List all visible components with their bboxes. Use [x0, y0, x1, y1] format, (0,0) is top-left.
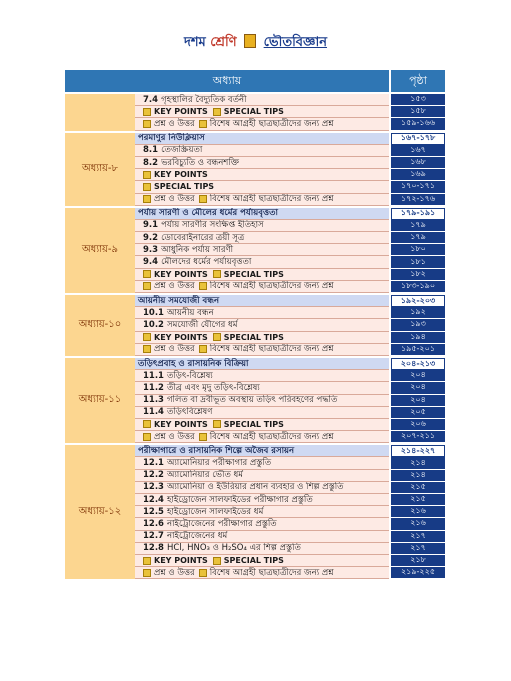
topic-number: 8.1 — [143, 145, 159, 156]
special-tips-label: SPECIAL TIPS — [154, 182, 215, 192]
topic-row — [135, 419, 389, 431]
chapter-page-range: ২১৪-২২৭ — [391, 445, 445, 457]
topic-number: 12.3 — [143, 482, 164, 493]
topic-text: সমযোজী যৌগের ধর্ম — [166, 319, 238, 330]
chapter-block — [65, 293, 445, 356]
chapter-page-range: ১৬৭-১৭৮ — [391, 133, 445, 145]
topic-text: ভরবিচ্যুতি ও বন্ধনশক্তি — [161, 157, 240, 168]
page-number: ২১৭ — [391, 543, 445, 555]
qa-label: প্রশ্ন ও উত্তর — [154, 431, 195, 442]
topic-text: HCl, HNO₃ ও H₂SO₄ এর শিল্প প্রস্তুতি — [166, 543, 301, 554]
page-number: ১৯৩ — [391, 319, 445, 331]
topic-number: 10.2 — [143, 319, 164, 330]
topic-number: 9.4 — [143, 257, 159, 268]
topic-text: হাইড্রোজেন সালফাইডের পরীক্ষাগার প্রস্তুতি — [166, 494, 313, 505]
topic-row — [135, 319, 389, 331]
topic-row — [135, 344, 389, 356]
topic-row — [135, 531, 389, 543]
chapter-label: অধ্যায়-১০ — [65, 295, 135, 356]
bullet-square-icon — [143, 345, 151, 353]
topic-number: 8.2 — [143, 157, 159, 168]
topic-row — [135, 395, 389, 407]
bullet-square-icon — [199, 282, 207, 290]
page-number: ২১৪ — [391, 457, 445, 469]
chapter-pages — [391, 445, 445, 579]
chapter-title-text: আয়নীয় সমযোজী বন্ধন — [138, 295, 220, 306]
topic-text: আধুনিক পর্যায় সারণী — [161, 244, 234, 255]
topic-number: 9.2 — [143, 232, 159, 243]
special-questions-label: বিশেষ আগ্রহী ছাত্রছাত্রীদের জন্য প্রশ্ন — [209, 344, 334, 355]
brand-class: দশম — [183, 35, 206, 50]
page-number: ১৭০-১৭১ — [391, 181, 445, 193]
bullet-square-icon — [143, 433, 151, 441]
special-tips-label: SPECIAL TIPS — [223, 332, 284, 342]
qa-label: প্রশ্ন ও উত্তর — [154, 567, 195, 578]
chapter-topics — [135, 133, 389, 206]
topic-number: 10.1 — [143, 307, 164, 318]
publisher-brand — [0, 33, 511, 54]
bullet-square-icon — [143, 282, 151, 290]
topic-number: 12.4 — [143, 494, 164, 505]
chapter-column-header: অধ্যায় — [65, 70, 389, 92]
topic-text: তড়িৎবিশ্লেষণ — [166, 407, 213, 418]
topic-text: নাইট্রোজেনের পরীক্ষাগার প্রস্তুতি — [166, 518, 277, 529]
special-tips-label: SPECIAL TIPS — [223, 419, 284, 429]
special-tips-label: SPECIAL TIPS — [223, 556, 284, 566]
table-of-contents — [65, 70, 445, 579]
topic-row — [135, 169, 389, 181]
topic-row — [135, 457, 389, 469]
chapter-topics — [135, 445, 389, 579]
page-number: ১৬৭ — [391, 145, 445, 157]
topic-number: 12.7 — [143, 531, 164, 542]
topic-row — [135, 307, 389, 319]
page-number: ১৬৯ — [391, 169, 445, 181]
topic-text: মৌলদের ধর্মের পর্যায়বৃত্ততা — [161, 257, 252, 268]
topic-row — [135, 269, 389, 281]
topic-row — [135, 506, 389, 518]
topic-number: 11.4 — [143, 407, 164, 418]
chapter-page-range: ১৭৯-১৯১ — [391, 208, 445, 220]
special-tips-label: SPECIAL TIPS — [223, 269, 284, 279]
bullet-square-icon — [199, 433, 207, 441]
page-number: ১৭৯ — [391, 232, 445, 244]
bullet-square-icon — [143, 557, 151, 565]
bullet-square-icon — [143, 333, 151, 341]
chapter-block — [65, 131, 445, 206]
topic-row — [135, 494, 389, 506]
page-number: ১৯৪ — [391, 332, 445, 344]
chapter-pages — [391, 358, 445, 443]
topic-number: 11.2 — [143, 382, 164, 393]
chapter-pages — [391, 295, 445, 356]
topic-row — [135, 256, 389, 268]
chapter-pages — [391, 133, 445, 206]
bullet-square-icon — [199, 195, 207, 203]
special-questions-label: বিশেষ আগ্রহী ছাত্রছাত্রীদের জন্য প্রশ্ন — [209, 118, 334, 129]
chapter-topics — [135, 208, 389, 293]
special-questions-label: বিশেষ আগ্রহী ছাত্রছাত্রীদের জন্য প্রশ্ন — [209, 567, 334, 578]
page-number: ২১৯-২২৫ — [391, 567, 445, 579]
topic-text: তেজস্ক্রিয়তা — [161, 145, 203, 156]
qa-label: প্রশ্ন ও উত্তর — [154, 344, 195, 355]
page-number: ১৭২-১৭৬ — [391, 194, 445, 206]
page-column-header: পৃষ্ঠা — [391, 70, 445, 92]
brand-subject: ভৌতবিজ্ঞান — [263, 35, 328, 50]
chapter-topics — [135, 295, 389, 356]
page-number: ২১৮ — [391, 555, 445, 567]
chapter-title-text: তড়িৎপ্রবাহ ও রাসায়নিক বিক্রিয়া — [138, 358, 249, 369]
topic-row — [135, 118, 389, 130]
page-number: ২১৭ — [391, 531, 445, 543]
page-number: ১৫৯-১৬৬ — [391, 118, 445, 130]
page-number: ১৯৫-২০১ — [391, 344, 445, 356]
page-number: ২০৭-২১১ — [391, 431, 445, 443]
page-number: ১৮৩-১৯০ — [391, 281, 445, 293]
topic-row — [135, 431, 389, 443]
topic-row — [135, 194, 389, 206]
topic-text: ডোবেরাইনারের ত্রয়ী সূত্র — [161, 232, 245, 243]
chapter-block — [65, 443, 445, 579]
page-number: ২১৫ — [391, 482, 445, 494]
key-points-label: KEY POINTS — [154, 269, 208, 279]
chapter-label: অধ্যায়-৮ — [65, 133, 135, 206]
bullet-square-icon — [143, 183, 151, 191]
topic-number: 12.6 — [143, 518, 164, 529]
special-questions-label: বিশেষ আগ্রহী ছাত্রছাত্রীদের জন্য প্রশ্ন — [209, 431, 334, 442]
topic-text: আয়নীয় বন্ধন — [166, 307, 214, 318]
topic-row — [135, 543, 389, 555]
chapter-block — [65, 92, 445, 131]
topic-text: নাইট্রোজেনের ধর্ম — [166, 531, 228, 542]
page-number: ২১৬ — [391, 518, 445, 530]
chapter-label: অধ্যায়-৯ — [65, 208, 135, 293]
bullet-square-icon — [143, 270, 151, 278]
book-icon — [244, 34, 256, 48]
chapter-block — [65, 206, 445, 293]
topic-row — [135, 106, 389, 118]
chapter-label — [65, 94, 135, 131]
bullet-square-icon — [199, 345, 207, 353]
topic-number: 9.3 — [143, 244, 159, 255]
chapter-title — [135, 445, 389, 457]
topic-row — [135, 470, 389, 482]
qa-label: প্রশ্ন ও উত্তর — [154, 118, 195, 129]
chapter-label: অধ্যায়-১২ — [65, 445, 135, 579]
chapter-title — [135, 208, 389, 220]
topic-text: অ্যামোনিয়ার পরীক্ষাগার প্রস্তুতি — [166, 458, 272, 469]
page-number: ২১৫ — [391, 494, 445, 506]
special-questions-label: বিশেষ আগ্রহী ছাত্রছাত্রীদের জন্য প্রশ্ন — [209, 194, 334, 205]
topic-row — [135, 567, 389, 579]
qa-label: প্রশ্ন ও উত্তর — [154, 194, 195, 205]
chapter-topics — [135, 94, 389, 131]
topic-row — [135, 482, 389, 494]
special-questions-label: বিশেষ আগ্রহী ছাত্রছাত্রীদের জন্য প্রশ্ন — [209, 281, 334, 292]
brand-grade: শ্রেণি — [210, 35, 237, 50]
bullet-square-icon — [143, 569, 151, 577]
key-points-label: KEY POINTS — [154, 107, 208, 117]
topic-text: তীব্র এবং মৃদু তড়িৎ-বিশ্লেষ্য — [166, 382, 260, 393]
topic-number: 12.1 — [143, 458, 164, 469]
bullet-square-icon — [213, 270, 221, 278]
topic-row — [135, 332, 389, 344]
page-number: ২১৬ — [391, 506, 445, 518]
page-number: ১৫৩ — [391, 94, 445, 106]
page-number: ২১৪ — [391, 470, 445, 482]
qa-label: প্রশ্ন ও উত্তর — [154, 281, 195, 292]
key-points-label: KEY POINTS — [154, 556, 208, 566]
bullet-square-icon — [199, 569, 207, 577]
page-number: ১৭৯ — [391, 220, 445, 232]
topic-row — [135, 94, 389, 106]
topic-row — [135, 181, 389, 193]
bullet-square-icon — [213, 333, 221, 341]
chapter-title — [135, 133, 389, 145]
chapter-page-range: ২০৪-২১৩ — [391, 358, 445, 370]
chapter-title-text: পর্যায় সারণী ও মৌলের ধর্মের পর্যায়বৃত্ততা — [138, 208, 278, 219]
special-tips-label: SPECIAL TIPS — [223, 107, 284, 117]
page-number: ১৯২ — [391, 307, 445, 319]
topic-row — [135, 370, 389, 382]
bullet-square-icon — [213, 420, 221, 428]
page-number: ১৬৮ — [391, 157, 445, 169]
topic-row — [135, 157, 389, 169]
topic-row — [135, 407, 389, 419]
key-points-label: KEY POINTS — [154, 419, 208, 429]
page-number: ১৮১ — [391, 256, 445, 268]
topic-row — [135, 145, 389, 157]
chapter-pages — [391, 208, 445, 293]
chapter-title-text: পরমাণুর নিউক্লিয়াস — [138, 133, 205, 144]
topic-number: 12.2 — [143, 470, 164, 481]
topic-text: অ্যামোনিয়া ও ইউরিয়ার প্রধান ব্যবহার ও শিল্প প্রস্তুতি — [166, 482, 344, 493]
page-number: ২০৪ — [391, 370, 445, 382]
key-points-label: KEY POINTS — [154, 170, 208, 180]
toc-header — [65, 70, 445, 92]
chapter-title-text: পরীক্ষাগারে ও রাসায়নিক শিল্পে অজৈব রসায়ন — [138, 445, 295, 456]
topic-text: অ্যামোনিয়ার ভৌত ধর্ম — [166, 470, 244, 481]
bullet-square-icon — [199, 120, 207, 128]
bullet-square-icon — [213, 108, 221, 116]
page-number: ২০৪ — [391, 395, 445, 407]
topic-row — [135, 232, 389, 244]
bullet-square-icon — [213, 557, 221, 565]
topic-number: 11.1 — [143, 370, 164, 381]
chapter-label: অধ্যায়-১১ — [65, 358, 135, 443]
bullet-square-icon — [143, 108, 151, 116]
bullet-square-icon — [143, 420, 151, 428]
page-number: ১৫৮ — [391, 106, 445, 118]
topic-text: গলিত বা দ্রবীভূত অবস্থায় তড়িৎ পরিবহণের পদ্ধতি — [166, 395, 338, 406]
chapter-title — [135, 358, 389, 370]
page-number: ২০৫ — [391, 407, 445, 419]
bullet-square-icon — [143, 171, 151, 179]
page-number: ১৮০ — [391, 244, 445, 256]
topic-text: তড়িৎ-বিশ্লেষ্য — [166, 370, 213, 381]
chapter-pages — [391, 94, 445, 131]
page-number: ২০৬ — [391, 419, 445, 431]
topic-number: 11.3 — [143, 395, 164, 406]
topic-row — [135, 244, 389, 256]
page-number: ১৮২ — [391, 269, 445, 281]
chapter-title — [135, 295, 389, 307]
topic-row — [135, 518, 389, 530]
topic-number: 12.8 — [143, 543, 164, 554]
topic-row — [135, 220, 389, 232]
bullet-square-icon — [143, 120, 151, 128]
chapter-block — [65, 356, 445, 443]
topic-row — [135, 555, 389, 567]
bullet-square-icon — [143, 195, 151, 203]
chapter-topics — [135, 358, 389, 443]
chapter-page-range: ১৯২-২০৩ — [391, 295, 445, 307]
key-points-label: KEY POINTS — [154, 332, 208, 342]
topic-text: পর্যায় সারণীর সংক্ষিপ্ত ইতিহাস — [161, 220, 264, 231]
topic-number: 7.4 — [143, 94, 159, 105]
topic-row — [135, 281, 389, 293]
topic-number: 12.5 — [143, 506, 164, 517]
topic-row — [135, 382, 389, 394]
topic-number: 9.1 — [143, 220, 159, 231]
topic-text: গৃহস্থালির বৈদ্যুতিক বর্তনী — [161, 94, 247, 105]
page-number: ২০৪ — [391, 382, 445, 394]
topic-text: হাইড্রোজেন সালফাইডের ধর্ম — [166, 506, 264, 517]
